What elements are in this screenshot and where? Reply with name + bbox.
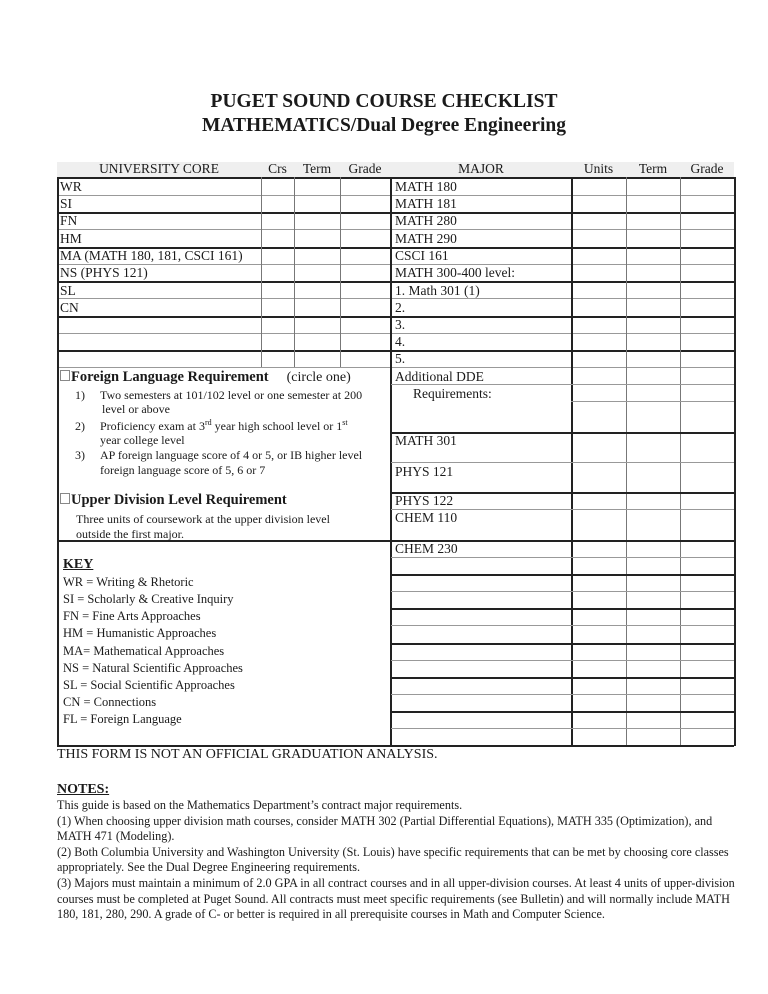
core-row-label: SI: [60, 196, 73, 211]
major-row-label: 1. Math 301 (1): [395, 282, 480, 298]
disclaimer: THIS FORM IS NOT AN OFFICIAL GRADUATION ANALYSIS.: [57, 747, 438, 762]
circle-one-note: (circle one): [286, 370, 351, 385]
note-paragraph: (1) When choosing upper division math courses, consider MATH 302 (Partial Differential Equations), MATH 335 (Optimization), and MATH 471 (Modeling).: [57, 813, 713, 844]
core-row-label: FN: [60, 213, 78, 228]
header-major-term: Term: [638, 161, 668, 176]
key-item: MA= Mathematical Approaches: [63, 644, 225, 658]
major-row-label: MATH 280: [395, 213, 457, 228]
dde-row-label: PHYS 122: [395, 493, 454, 508]
header-crs: Crs: [268, 161, 287, 176]
grid-line: [391, 711, 734, 713]
dde-heading: Additional DDE: [395, 368, 484, 384]
major-row-label: 4.: [395, 334, 406, 349]
key-item: SI = Scholarly & Creative Inquiry: [63, 592, 234, 606]
core-row-label: CN: [60, 299, 79, 315]
header-units: Units: [583, 161, 614, 176]
notes-title: NOTES:: [57, 782, 110, 797]
header-major: MAJOR: [458, 161, 504, 176]
checkbox-upper-division[interactable]: [60, 493, 70, 504]
major-row-label: 3.: [395, 317, 406, 332]
dde-heading-cont: Requirements:: [413, 385, 492, 401]
foreign-language-title: Foreign Language Requirement: [71, 369, 269, 385]
major-row-label: MATH 290: [395, 230, 457, 246]
core-row-label: MA (MATH 180, 181, CSCI 161): [60, 248, 243, 263]
grid-line: [391, 591, 734, 592]
grid-line: [391, 643, 734, 645]
key-item: CN = Connections: [63, 695, 157, 709]
note-paragraph: This guide is based on the Mathematics Department’s contract major requirements.: [57, 798, 463, 812]
core-row-label: SL: [60, 282, 76, 298]
header-university-core: UNIVERSITY CORE: [99, 161, 219, 176]
key-item: SL = Social Scientific Approaches: [63, 678, 235, 692]
grid-line: [391, 677, 734, 679]
key-item: HM = Humanistic Approaches: [63, 626, 217, 640]
grid-line: [294, 177, 295, 367]
grid-line: [261, 177, 262, 367]
major-row-label: 2.: [395, 299, 406, 315]
key-item: WR = Writing & Rhetoric: [63, 575, 194, 589]
key-item: NS = Natural Scientific Approaches: [63, 661, 243, 675]
dde-row-label: MATH 301: [395, 433, 457, 448]
grid-line: [340, 177, 341, 367]
major-row-label: MATH 180: [395, 179, 457, 194]
grid-line: [571, 401, 734, 402]
core-row-label: HM: [60, 230, 82, 246]
core-row-label: NS (PHYS 121): [60, 265, 148, 280]
checkbox-foreign-language[interactable]: [60, 370, 70, 381]
core-row-label: WR: [60, 179, 82, 194]
major-row-label: 5.: [395, 351, 406, 366]
notes-body: [57, 798, 737, 923]
dde-row-label: CHEM 230: [395, 541, 458, 556]
key-title: KEY: [63, 557, 94, 572]
page-subtitle: MATHEMATICS/Dual Degree Engineering: [202, 115, 566, 136]
grid-line: [57, 177, 59, 746]
header-core-grade: Grade: [348, 161, 382, 176]
major-row-label: MATH 300-400 level:: [395, 265, 515, 280]
grid-line: [391, 728, 734, 729]
key-item: FN = Fine Arts Approaches: [63, 609, 201, 623]
major-row-label: MATH 181: [395, 196, 457, 211]
note-paragraph: (2) Both Columbia University and Washington University (St. Louis) have specific requirements that can be met by choosing core classes appropriately. See the Dual Degree Engineering requirements.: [57, 844, 729, 875]
upper-division-title: Upper Division Level Requirement: [71, 492, 287, 508]
note-paragraph: (3) Majors must maintain a minimum of 2.0 GPA in all contract courses and in all upper-division courses. At least 4 units of upper-division courses must be completed at Puget Sound. All contracts must meet specific requirements (see Bulletin) and will normally include MATH 180, 181, 280, 290. A grade of C- or better is required in all prerequisite courses in Math and Computer Science.: [57, 875, 735, 922]
grid-line: [391, 557, 734, 558]
page-title: PUGET SOUND COURSE CHECKLIST: [210, 91, 558, 112]
grid-line: [391, 745, 734, 747]
dde-row-label: PHYS 121: [395, 463, 454, 479]
header-core-term: Term: [302, 161, 332, 176]
grid-line: [391, 660, 734, 661]
header-major-grade: Grade: [690, 161, 724, 176]
grid-line: [734, 177, 736, 746]
grid-line: [391, 694, 734, 695]
grid-line: [391, 608, 734, 610]
major-row-label: CSCI 161: [395, 248, 449, 263]
dde-row-label: CHEM 110: [395, 510, 458, 525]
key-item: FL = Foreign Language: [63, 712, 182, 726]
grid-line: [391, 625, 734, 626]
grid-line: [391, 574, 734, 576]
